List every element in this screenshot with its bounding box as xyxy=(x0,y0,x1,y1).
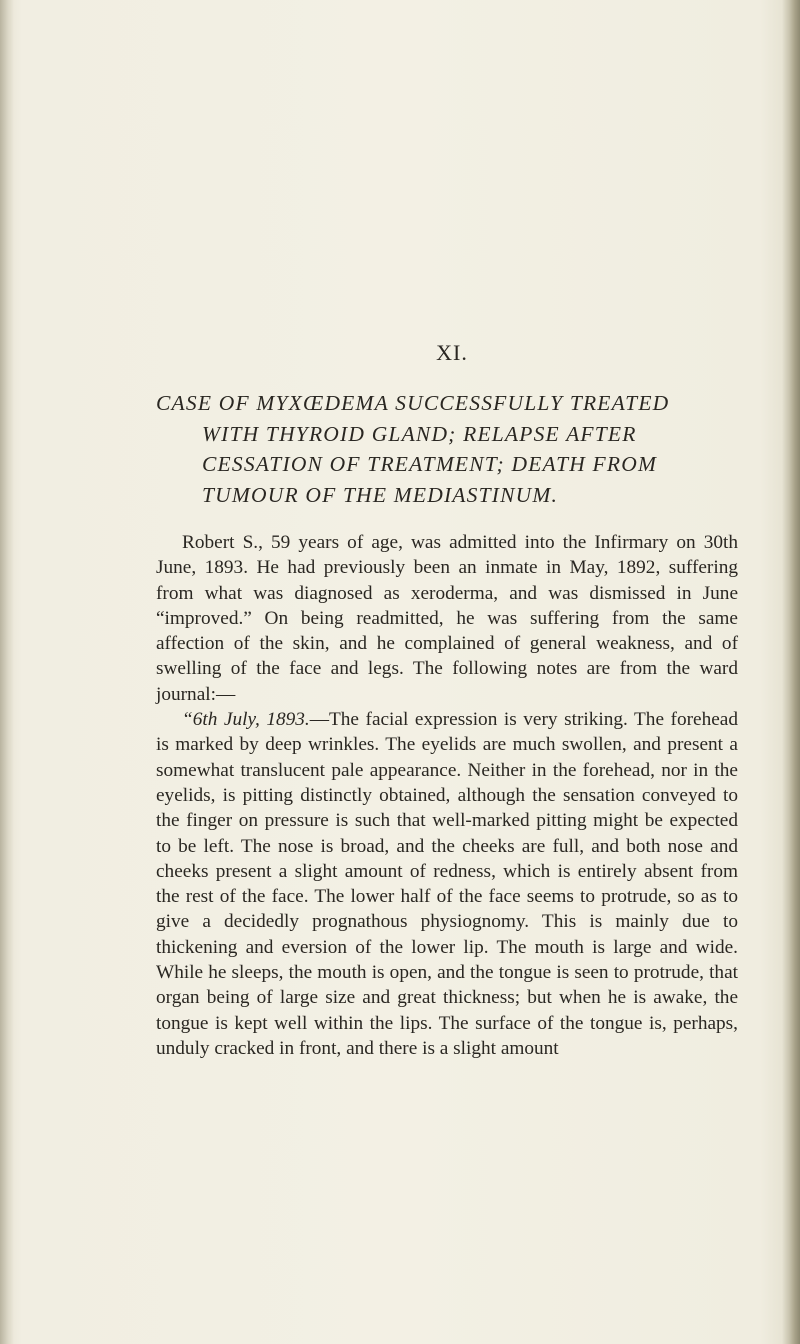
title-line-3: CESSATION OF TREATMENT; DEATH FROM xyxy=(202,452,658,476)
chapter-number: XI. xyxy=(436,340,468,365)
title-line-1: CASE OF MYXŒDEMA SUCCESSFULLY TREATED xyxy=(156,391,670,415)
page-edge-shadow xyxy=(782,0,800,1344)
binding-shadow xyxy=(0,0,14,1344)
journal-date: “6th July, 1893. xyxy=(182,709,310,731)
paragraph-2 xyxy=(156,707,738,1061)
paragraph-2-text: —The facial expression is very striking. The forehead is marked by deep wrinkles. The eyelids are much swollen, and present a somewhat translucent pale appearance. Neither in the forehead, nor in the eyelids, is pitting distinctly obtained, although the sensation conveyed to the finger on pressure is such that well-marked pitting might be expected to be left. The nose is broad, and the cheeks are full, and both nose and cheeks present a slight amount of redness, which is entirely absent from the rest of the face. The lower half of the face seems to protrude, so as to give a decidedly prognathous physiognomy. This is mainly due to thickening and eversion of the lower lip. The mouth is large and wide. While he sleeps, the mouth is open, and the tongue is seen to protrude, that organ being of large size and great thickness; but when he is awake, the tongue is kept well within the lips. The surface of the tongue is, perhaps, unduly cracked in front, and there is a slight amount xyxy=(156,709,738,1059)
title-line-2: WITH THYROID GLAND; RELAPSE AFTER xyxy=(202,421,637,446)
body-text xyxy=(156,530,738,1061)
article-title xyxy=(156,388,738,510)
paragraph-1: Robert S., 59 years of age, was admitted into the Infirmary on 30th June, 1893. He had previously been an inmate in May, 1892, suffering from what was diagnosed as xeroderma, and was dismissed in June “improved.” On being readmitted, he was suffering from the same affection of the skin, and he complained of general weakness, and of swelling of the face and legs. The following notes are from the ward journal:— xyxy=(156,532,738,705)
text-block xyxy=(156,340,738,1061)
title-line-4: TUMOUR OF THE MEDIASTINUM. xyxy=(202,482,559,507)
